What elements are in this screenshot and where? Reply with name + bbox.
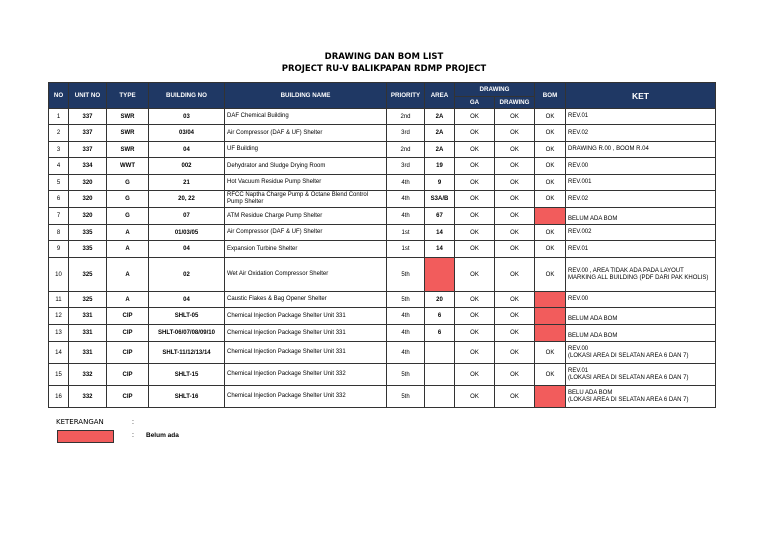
cell-ga: OK <box>455 241 495 258</box>
cell-unit-no: 331 <box>69 308 107 325</box>
cell-building-name: Hot Vacuum Residue Pump Shelter <box>225 175 387 191</box>
cell-area: 6 <box>425 325 455 342</box>
cell-bom: OK <box>535 241 566 258</box>
cell-building-name: DAF Chemical Building <box>225 109 387 125</box>
cell-no: 2 <box>49 125 69 142</box>
cell-no: 8 <box>49 225 69 241</box>
cell-bom: OK <box>535 109 566 125</box>
cell-unit-no: 335 <box>69 241 107 258</box>
cell-building-name: Chemical Injection Package Shelter Unit 331 <box>225 342 387 364</box>
cell-bom <box>535 325 566 342</box>
cell-ket: REV.00 (LOKASI AREA DI SELATAN AREA 6 DAN 7) <box>566 342 716 364</box>
table-row <box>49 175 716 191</box>
cell-no: 9 <box>49 241 69 258</box>
cell-area <box>425 258 455 292</box>
cell-area: 67 <box>425 208 455 225</box>
cell-building-name: Dehydrator and Sludge Drying Room <box>225 158 387 175</box>
table-row <box>49 364 716 386</box>
cell-type: CIP <box>107 364 149 386</box>
cell-building-no: SHLT-15 <box>149 364 225 386</box>
legend-title: KETERANGAN <box>56 418 104 426</box>
table-row <box>49 258 716 292</box>
cell-drawing: OK <box>495 125 535 142</box>
cell-no: 7 <box>49 208 69 225</box>
cell-no: 10 <box>49 258 69 292</box>
cell-area: 9 <box>425 175 455 191</box>
cell-unit-no: 331 <box>69 325 107 342</box>
cell-drawing: OK <box>495 292 535 308</box>
cell-building-name: ATM Residue Charge Pump Shelter <box>225 208 387 225</box>
cell-drawing: OK <box>495 109 535 125</box>
cell-bom: OK <box>535 142 566 158</box>
cell-building-name: Chemical Injection Package Shelter Unit 331 <box>225 325 387 342</box>
cell-area: 14 <box>425 225 455 241</box>
cell-building-name: UF Building <box>225 142 387 158</box>
cell-type: G <box>107 208 149 225</box>
cell-no: 1 <box>49 109 69 125</box>
cell-type: CIP <box>107 308 149 325</box>
cell-bom: OK <box>535 158 566 175</box>
cell-type: A <box>107 225 149 241</box>
cell-priority: 4th <box>387 308 425 325</box>
cell-bom: OK <box>535 191 566 208</box>
cell-area: 19 <box>425 158 455 175</box>
cell-unit-no: 320 <box>69 208 107 225</box>
cell-area: 20 <box>425 292 455 308</box>
cell-ga: OK <box>455 258 495 292</box>
cell-bom <box>535 386 566 408</box>
cell-ga: OK <box>455 292 495 308</box>
cell-ga: OK <box>455 175 495 191</box>
cell-unit-no: 337 <box>69 109 107 125</box>
header-unit-no: UNIT NO <box>69 83 107 109</box>
cell-unit-no: 335 <box>69 225 107 241</box>
cell-no: 3 <box>49 142 69 158</box>
cell-drawing: OK <box>495 386 535 408</box>
header-bom: BOM <box>535 83 566 109</box>
cell-type: CIP <box>107 325 149 342</box>
header-type: TYPE <box>107 83 149 109</box>
cell-unit-no: 320 <box>69 191 107 208</box>
cell-ket: REV.01 (LOKASI AREA DI SELATAN AREA 6 DAN 7) <box>566 364 716 386</box>
header-priority: PRIORITY <box>387 83 425 109</box>
cell-unit-no: 325 <box>69 258 107 292</box>
cell-ga: OK <box>455 364 495 386</box>
cell-priority: 4th <box>387 342 425 364</box>
header-building-no: BUILDING NO <box>149 83 225 109</box>
cell-type: CIP <box>107 386 149 408</box>
cell-building-name: Chemical Injection Package Shelter Unit 332 <box>225 386 387 408</box>
table-row <box>49 109 716 125</box>
cell-ket: REV.00 <box>566 292 716 308</box>
cell-area <box>425 364 455 386</box>
header-ga: GA <box>455 97 495 109</box>
cell-type: A <box>107 258 149 292</box>
cell-unit-no: 337 <box>69 125 107 142</box>
cell-building-no: SHLT-05 <box>149 308 225 325</box>
document-title: DRAWING DAN BOM LIST <box>324 52 444 62</box>
cell-unit-no: 331 <box>69 342 107 364</box>
cell-unit-no: 320 <box>69 175 107 191</box>
cell-ket: REV.002 <box>566 225 716 241</box>
cell-building-no: 04 <box>149 292 225 308</box>
cell-no: 11 <box>49 292 69 308</box>
cell-priority: 4th <box>387 325 425 342</box>
cell-ket: REV.001 <box>566 175 716 191</box>
cell-building-name: RFCC Naptha Charge Pump & Octane Blend Control Pump Shelter <box>225 191 387 208</box>
cell-priority: 4th <box>387 175 425 191</box>
cell-type: A <box>107 292 149 308</box>
cell-type: G <box>107 175 149 191</box>
cell-building-no: 04 <box>149 142 225 158</box>
cell-ket: BELUM ADA BOM <box>566 208 716 225</box>
cell-bom: OK <box>535 225 566 241</box>
header-drawing: DRAWING <box>495 97 535 109</box>
header-ket: KET <box>566 83 716 109</box>
cell-priority: 5th <box>387 258 425 292</box>
cell-area: 2A <box>425 142 455 158</box>
cell-area: 14 <box>425 241 455 258</box>
cell-priority: 4th <box>387 208 425 225</box>
cell-ga: OK <box>455 158 495 175</box>
cell-ket: REV.00 <box>566 158 716 175</box>
cell-building-name: Air Compressor (DAF & UF) Shelter <box>225 125 387 142</box>
cell-building-name: Air Compressor (DAF & UF) Shelter <box>225 225 387 241</box>
cell-type: WWT <box>107 158 149 175</box>
cell-ga: OK <box>455 191 495 208</box>
cell-ga: OK <box>455 142 495 158</box>
cell-building-no: SHLT-06/07/08/09/10 <box>149 325 225 342</box>
cell-unit-no: 332 <box>69 386 107 408</box>
cell-ket: BELUM ADA BOM <box>566 325 716 342</box>
cell-bom: OK <box>535 175 566 191</box>
cell-building-no: 07 <box>149 208 225 225</box>
cell-bom <box>535 308 566 325</box>
cell-building-no: 01/03/05 <box>149 225 225 241</box>
cell-building-name: Chemical Injection Package Shelter Unit 332 <box>225 364 387 386</box>
cell-ga: OK <box>455 109 495 125</box>
cell-priority: 5th <box>387 386 425 408</box>
cell-drawing: OK <box>495 225 535 241</box>
cell-priority: 2nd <box>387 142 425 158</box>
cell-ga: OK <box>455 386 495 408</box>
cell-no: 6 <box>49 191 69 208</box>
cell-drawing: OK <box>495 191 535 208</box>
cell-drawing: OK <box>495 325 535 342</box>
cell-building-name: Chemical Injection Package Shelter Unit 331 <box>225 308 387 325</box>
cell-type: SWR <box>107 109 149 125</box>
cell-type: A <box>107 241 149 258</box>
table-row <box>49 308 716 325</box>
cell-no: 13 <box>49 325 69 342</box>
cell-ket: REV.02 <box>566 191 716 208</box>
table-row <box>49 342 716 364</box>
table-row <box>49 125 716 142</box>
drawing-bom-table <box>48 82 716 408</box>
cell-ket: BELU ADA BOM (LOKASI AREA DI SELATAN AREA 6 DAN 7) <box>566 386 716 408</box>
cell-ga: OK <box>455 308 495 325</box>
table-row <box>49 208 716 225</box>
cell-priority: 3rd <box>387 158 425 175</box>
cell-type: G <box>107 191 149 208</box>
cell-ga: OK <box>455 342 495 364</box>
cell-building-no: 04 <box>149 241 225 258</box>
cell-drawing: OK <box>495 308 535 325</box>
table-row <box>49 325 716 342</box>
cell-bom: OK <box>535 125 566 142</box>
cell-building-name: Expansion Turbine Shelter <box>225 241 387 258</box>
cell-type: SWR <box>107 125 149 142</box>
cell-priority: 5th <box>387 364 425 386</box>
cell-ket: REV.01 <box>566 241 716 258</box>
table-row <box>49 292 716 308</box>
header-drawing-group: DRAWING <box>455 83 535 97</box>
header-area: AREA <box>425 83 455 109</box>
cell-bom <box>535 292 566 308</box>
header-building-name: BUILDING NAME <box>225 83 387 109</box>
cell-drawing: OK <box>495 364 535 386</box>
cell-priority: 2nd <box>387 109 425 125</box>
cell-drawing: OK <box>495 342 535 364</box>
cell-ket: DRAWING R.00 , BOOM R.04 <box>566 142 716 158</box>
cell-building-name: Caustic Flakes & Bag Opener Shelter <box>225 292 387 308</box>
cell-priority: 1st <box>387 225 425 241</box>
cell-ga: OK <box>455 325 495 342</box>
table-row <box>49 158 716 175</box>
cell-bom: OK <box>535 258 566 292</box>
cell-drawing: OK <box>495 158 535 175</box>
cell-building-no: 02 <box>149 258 225 292</box>
cell-building-name: Wet Air Oxidation Compressor Shelter <box>225 258 387 292</box>
cell-building-no: 20, 22 <box>149 191 225 208</box>
header-no: NO <box>49 83 69 109</box>
legend-colon: : <box>132 432 134 439</box>
cell-ga: OK <box>455 208 495 225</box>
cell-priority: 3rd <box>387 125 425 142</box>
cell-building-no: 03 <box>149 109 225 125</box>
legend-colon: : <box>132 419 134 426</box>
cell-ket: BELUM ADA BOM <box>566 308 716 325</box>
table-body <box>49 109 716 408</box>
cell-drawing: OK <box>495 142 535 158</box>
cell-ket: REV.00 , AREA TIDAK ADA PADA LAYOUT MARKING ALL BUILDING (PDF DARI PAK KHOLIS) <box>566 258 716 292</box>
cell-building-no: 002 <box>149 158 225 175</box>
cell-building-no: 03/04 <box>149 125 225 142</box>
cell-area <box>425 386 455 408</box>
cell-drawing: OK <box>495 175 535 191</box>
cell-type: CIP <box>107 342 149 364</box>
document-subtitle: PROJECT RU-V BALIKPAPAN RDMP PROJECT <box>281 64 487 74</box>
cell-area <box>425 342 455 364</box>
cell-area: 6 <box>425 308 455 325</box>
cell-priority: 5th <box>387 292 425 308</box>
cell-bom <box>535 208 566 225</box>
cell-type: SWR <box>107 142 149 158</box>
cell-area: 2A <box>425 125 455 142</box>
cell-no: 5 <box>49 175 69 191</box>
legend-swatch <box>57 430 114 443</box>
cell-no: 15 <box>49 364 69 386</box>
cell-no: 4 <box>49 158 69 175</box>
cell-ga: OK <box>455 225 495 241</box>
cell-unit-no: 337 <box>69 142 107 158</box>
cell-no: 14 <box>49 342 69 364</box>
cell-area: S3A/B <box>425 191 455 208</box>
cell-building-no: SHLT-11/12/13/14 <box>149 342 225 364</box>
cell-bom: OK <box>535 342 566 364</box>
cell-unit-no: 334 <box>69 158 107 175</box>
table-row <box>49 386 716 408</box>
cell-drawing: OK <box>495 241 535 258</box>
cell-priority: 4th <box>387 191 425 208</box>
table-row <box>49 191 716 208</box>
cell-ket: REV.01 <box>566 109 716 125</box>
cell-building-no: SHLT-16 <box>149 386 225 408</box>
legend-text: Belum ada <box>146 432 179 439</box>
cell-unit-no: 325 <box>69 292 107 308</box>
cell-ga: OK <box>455 125 495 142</box>
cell-area: 2A <box>425 109 455 125</box>
cell-no: 16 <box>49 386 69 408</box>
cell-drawing: OK <box>495 258 535 292</box>
cell-no: 12 <box>49 308 69 325</box>
cell-unit-no: 332 <box>69 364 107 386</box>
table-row <box>49 142 716 158</box>
table-row <box>49 225 716 241</box>
cell-bom: OK <box>535 364 566 386</box>
table-row <box>49 241 716 258</box>
cell-priority: 1st <box>387 241 425 258</box>
cell-drawing: OK <box>495 208 535 225</box>
cell-building-no: 21 <box>149 175 225 191</box>
cell-ket: REV.02 <box>566 125 716 142</box>
